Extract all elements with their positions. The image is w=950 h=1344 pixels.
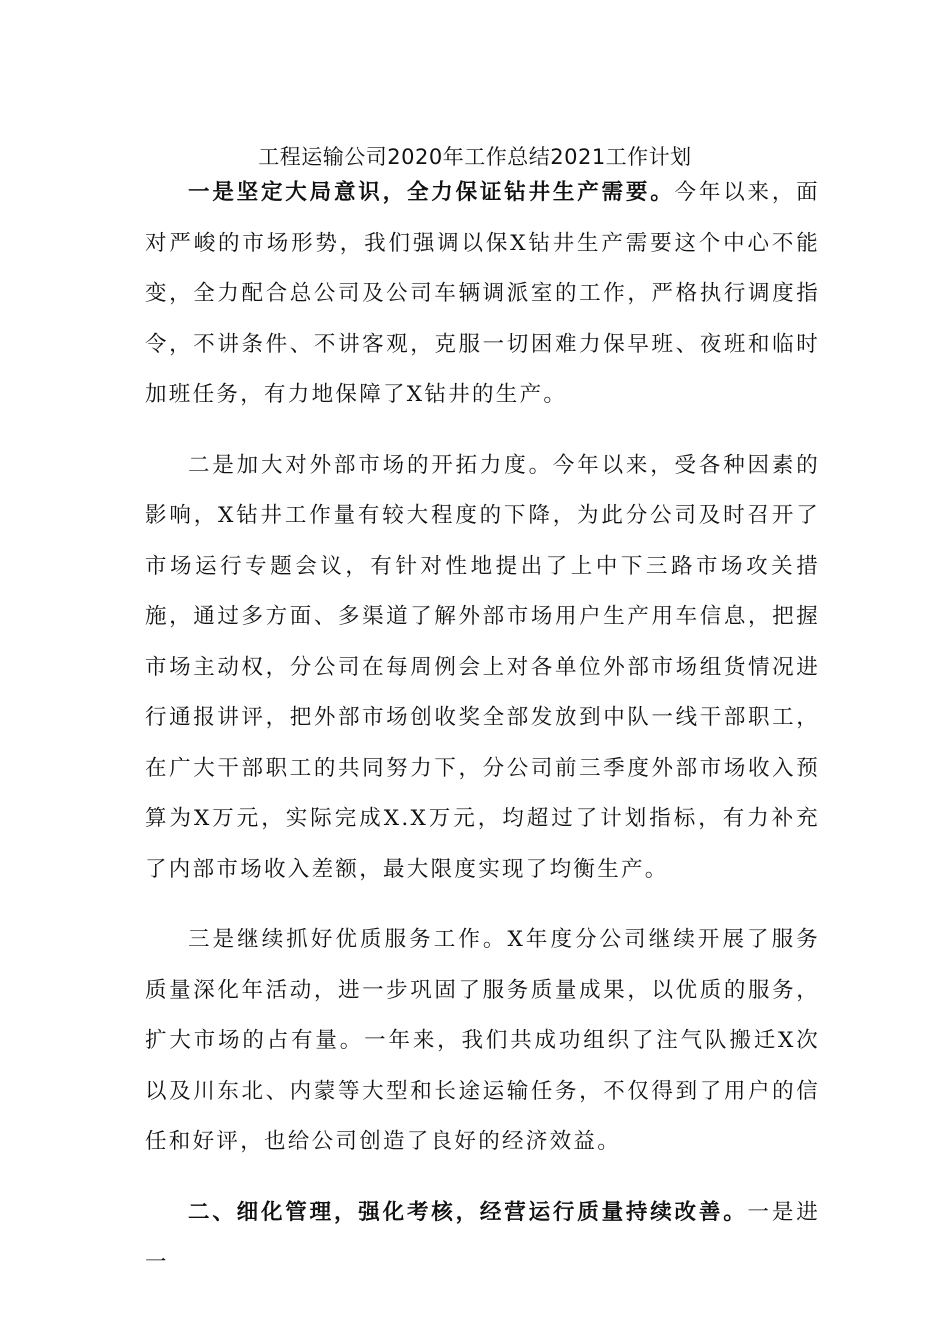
- paragraph-4: [145, 1188, 820, 1289]
- paragraph-1-text: 今年以来，面对严峻的市场形势，我们强调以保X钻井生产需要这个中心不能变，全力配合总公司及公司车辆调派室的工作，严格执行调度指令，不讲条件、不讲客观，克服一切困难力保早班、夜班和临时加班任务，有力地保障了X钻井的生产。: [145, 180, 820, 407]
- paragraph-2: [145, 441, 820, 896]
- paragraph-3-text: 三是继续抓好优质服务工作。X年度分公司继续开展了服务质量深化年活动，进一步巩固了服务质量成果，以优质的服务，扩大市场的占有量。一年来，我们共成功组织了注气队搬迁X次以及川东北、内蒙等大型和长途运输任务，不仅得到了用户的信任和好评，也给公司创造了良好的经济效益。: [145, 927, 820, 1154]
- paragraph-1: [145, 168, 820, 421]
- document-title: 工程运输公司2020年工作总结2021工作计划: [258, 145, 692, 169]
- paragraph-4-text: 一是进一: [145, 1199, 821, 1275]
- paragraph-2-text: 二是加大对外部市场的开拓力度。今年以来，受各种因素的影响，X钻井工作量有较大程度的下降，为此分公司及时召开了市场运行专题会议，有针对性地提出了上中下三路市场攻关措施，通过多方面、多渠道了解外部市场用户生产用车信息，把握市场主动权，分公司在每周例会上对各单位外部市场组货情况进行通报讲评，把外部市场创收奖全部发放到中队一线干部职工，在广大干部职工的共同努力下，分公司前三季度外部市场收入预算为X万元，实际完成X.X万元，均超过了计划指标，有力补充了内部市场收入差额，最大限度实现了均衡生产。: [145, 452, 820, 882]
- paragraph-1-lead: 一是坚定大局意识，全力保证钻井生产需要。: [188, 180, 675, 205]
- paragraph-4-lead: 二、细化管理，强化考核，经营运行质量持续改善。: [188, 1199, 748, 1225]
- document-body: [145, 168, 820, 1289]
- paragraph-3: [145, 915, 820, 1168]
